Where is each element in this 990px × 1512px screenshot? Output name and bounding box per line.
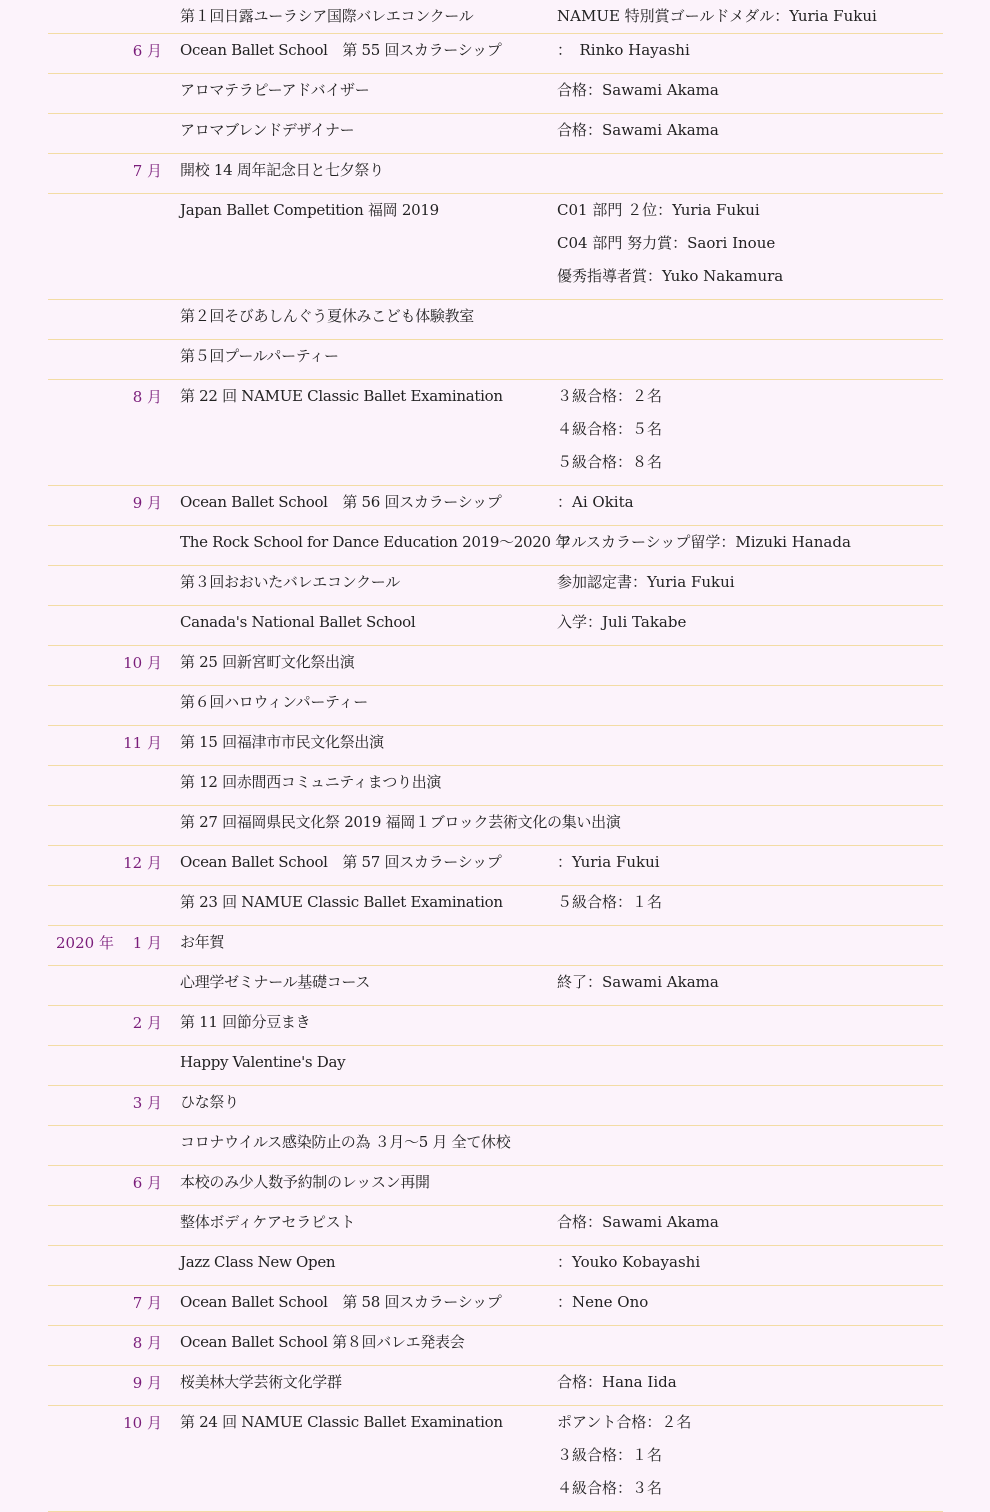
event-cell: 第３回おおいたバレエコンクール bbox=[180, 573, 400, 591]
month-cell: 9 月 bbox=[132, 494, 162, 512]
result-cell bbox=[557, 772, 943, 805]
table-row bbox=[48, 340, 943, 380]
event-cell: Japan Ballet Competition 福岡 2019 bbox=[180, 201, 439, 219]
month-cell: 2 月 bbox=[132, 1014, 162, 1032]
table-row bbox=[48, 300, 943, 340]
event-cell: Ocean Ballet School 第 58 回スカラーシップ bbox=[180, 1293, 502, 1311]
table-row bbox=[48, 380, 943, 486]
result-cell: 参加認定書：Yuria Fukui bbox=[557, 573, 735, 591]
event-cell: 第２回そびあしんぐう夏休みこども体験教室 bbox=[180, 307, 475, 325]
table-row bbox=[48, 966, 943, 1006]
event-cell: 第 23 回 NAMUE Classic Ballet Examination bbox=[180, 893, 503, 911]
result-cell: 入学：Juli Takabe bbox=[557, 613, 687, 631]
result-cell bbox=[557, 692, 943, 725]
table-row bbox=[48, 1326, 943, 1366]
event-cell: 第 27 回福岡県民文化祭 2019 福岡１ブロック芸術文化の集い出演 bbox=[180, 813, 621, 831]
event-cell: ひな祭り bbox=[180, 1093, 239, 1111]
month-cell: 10 月 bbox=[123, 654, 162, 672]
event-cell: Ocean Ballet School 第 56 回スカラーシップ bbox=[180, 493, 502, 511]
result-cell: ： Rinko Hayashi bbox=[557, 41, 690, 59]
result-cell bbox=[557, 1052, 943, 1085]
table-row bbox=[48, 686, 943, 726]
event-cell: Ocean Ballet School 第８回バレエ発表会 bbox=[180, 1333, 465, 1351]
table-row bbox=[48, 1046, 943, 1086]
table-row bbox=[48, 0, 943, 34]
month-cell: 1 月 bbox=[132, 934, 162, 952]
result-cell: ：Ai Okita bbox=[557, 493, 634, 511]
result-cell bbox=[557, 346, 943, 379]
result-cell bbox=[557, 652, 943, 685]
event-cell: Ocean Ballet School 第 57 回スカラーシップ bbox=[180, 853, 502, 871]
result-cell: C01 部門 ２位：Yuria Fukui C04 部門 努力賞：Saori Inoue 優秀指導者賞：Yuko Nakamura bbox=[557, 201, 784, 285]
event-cell: 第６回ハロウィンパーティー bbox=[180, 693, 368, 711]
event-cell: Ocean Ballet School 第 55 回スカラーシップ bbox=[180, 41, 502, 59]
month-cell: 7 月 bbox=[132, 162, 162, 180]
table-row bbox=[48, 926, 943, 966]
month-cell: 6 月 bbox=[132, 42, 162, 60]
history-table bbox=[48, 0, 943, 1512]
result-cell: NAMUE 特別賞ゴールドメダル：Yuria Fukui bbox=[557, 7, 877, 25]
table-row bbox=[48, 486, 943, 526]
event-cell: 第 12 回赤間西コミュニティまつり出演 bbox=[180, 773, 442, 791]
table-row bbox=[48, 1286, 943, 1326]
table-row bbox=[48, 194, 943, 300]
table-row bbox=[48, 74, 943, 114]
month-cell: 8 月 bbox=[132, 388, 162, 406]
result-cell bbox=[557, 932, 943, 965]
result-cell bbox=[557, 1012, 943, 1045]
event-cell: 心理学ゼミナール基礎コース bbox=[180, 973, 371, 991]
event-cell: アロマブレンドデザイナー bbox=[180, 121, 355, 139]
table-row bbox=[48, 806, 943, 846]
table-row bbox=[48, 1206, 943, 1246]
table-row bbox=[48, 766, 943, 806]
result-cell bbox=[557, 306, 943, 339]
result-cell: ５級合格：１名 bbox=[557, 893, 663, 911]
month-cell: 6 月 bbox=[132, 1174, 162, 1192]
month-cell: 8 月 bbox=[132, 1334, 162, 1352]
event-cell: The Rock School for Dance Education 2019～2020 年 bbox=[180, 533, 570, 551]
result-cell bbox=[557, 1132, 943, 1165]
table-row bbox=[48, 606, 943, 646]
event-cell: 第 24 回 NAMUE Classic Ballet Examination bbox=[180, 1413, 503, 1431]
month-cell: 7 月 bbox=[132, 1294, 162, 1312]
result-cell bbox=[557, 1092, 943, 1125]
table-row bbox=[48, 34, 943, 74]
table-row bbox=[48, 1086, 943, 1126]
table-row bbox=[48, 114, 943, 154]
month-cell: 11 月 bbox=[123, 734, 162, 752]
table-row bbox=[48, 1406, 943, 1512]
table-row bbox=[48, 1126, 943, 1166]
event-cell: 第５回プールパーティー bbox=[180, 347, 339, 365]
event-cell: 第 11 回節分豆まき bbox=[180, 1013, 311, 1031]
event-cell: 本校のみ少人数予約制のレッスン再開 bbox=[180, 1173, 430, 1191]
event-cell: 整体ボディケアセラピスト bbox=[180, 1213, 356, 1231]
table-row bbox=[48, 154, 943, 194]
event-cell: Jazz Class New Open bbox=[180, 1253, 336, 1271]
table-row bbox=[48, 886, 943, 926]
result-cell: フルスカラーシップ留学：Mizuki Hanada bbox=[557, 533, 851, 551]
result-cell bbox=[557, 1172, 943, 1205]
event-cell: 桜美林大学芸術文化学群 bbox=[180, 1373, 342, 1391]
result-cell bbox=[557, 812, 943, 845]
result-cell: 合格：Sawami Akama bbox=[557, 121, 719, 139]
table-row bbox=[48, 1366, 943, 1406]
result-cell: ：Nene Ono bbox=[557, 1293, 649, 1311]
event-cell: 第１回日露ユーラシア国際バレエコンクール bbox=[180, 7, 474, 25]
result-cell: 合格：Sawami Akama bbox=[557, 81, 719, 99]
table-row bbox=[48, 1006, 943, 1046]
event-cell: コロナウイルス感染防止の為 ３月～5 月 全て休校 bbox=[180, 1133, 511, 1151]
event-cell: 開校 14 周年記念日と七夕祭り bbox=[180, 161, 384, 179]
result-cell bbox=[557, 1332, 943, 1365]
result-cell: 合格：Sawami Akama bbox=[557, 1213, 719, 1231]
table-row bbox=[48, 526, 943, 566]
event-cell: Canada's National Ballet School bbox=[180, 613, 416, 631]
event-cell: 第 25 回新宮町文化祭出演 bbox=[180, 653, 355, 671]
event-cell: 第 22 回 NAMUE Classic Ballet Examination bbox=[180, 387, 503, 405]
table-row bbox=[48, 566, 943, 606]
month-cell: 10 月 bbox=[123, 1414, 162, 1432]
result-cell: ポアント合格：２名 ３級合格：１名 ４級合格：３名 bbox=[557, 1413, 692, 1497]
result-cell bbox=[557, 732, 943, 765]
event-cell: お年賀 bbox=[180, 933, 225, 951]
table-row bbox=[48, 726, 943, 766]
result-cell: 合格：Hana Iida bbox=[557, 1373, 677, 1391]
event-cell: 第 15 回福津市市民文化祭出演 bbox=[180, 733, 384, 751]
year-cell: 2020 年 bbox=[56, 934, 114, 952]
result-cell: ：Youko Kobayashi bbox=[557, 1253, 701, 1271]
result-cell bbox=[557, 160, 943, 193]
table-row bbox=[48, 646, 943, 686]
result-cell: ：Yuria Fukui bbox=[557, 853, 660, 871]
month-cell: 3 月 bbox=[132, 1094, 162, 1112]
result-cell: 終了：Sawami Akama bbox=[557, 973, 719, 991]
result-cell: ３級合格：２名 ４級合格：５名 ５級合格：８名 bbox=[557, 387, 663, 471]
month-cell: 9 月 bbox=[132, 1374, 162, 1392]
month-cell: 12 月 bbox=[123, 854, 162, 872]
table-row bbox=[48, 1246, 943, 1286]
table-row bbox=[48, 1166, 943, 1206]
event-cell: Happy Valentine's Day bbox=[180, 1053, 346, 1071]
event-cell: アロマテラピーアドバイザー bbox=[180, 81, 370, 99]
table-row bbox=[48, 846, 943, 886]
